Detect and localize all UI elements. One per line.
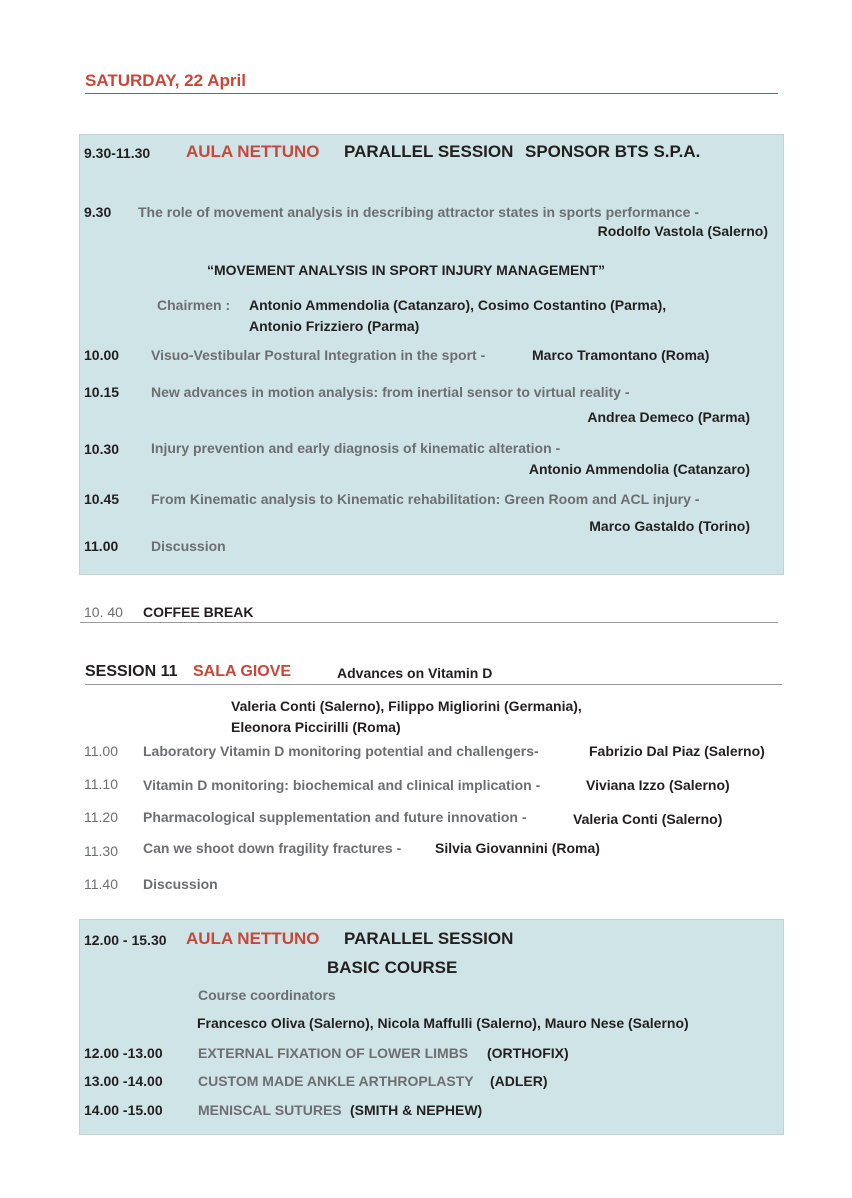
- talk-title: From Kinematic analysis to Kinematic rehabilitation: Green Room and ACL injury -: [151, 491, 700, 507]
- course-item-sponsor: (SMITH & NEPHEW): [350, 1102, 483, 1118]
- talk-title: The role of movement analysis in describing attractor states in sports performance -: [138, 204, 699, 220]
- course-item-time: 14.00 -15.00: [84, 1102, 163, 1118]
- chairs-line: Valeria Conti (Salerno), Filippo Migliorini (Germania),: [231, 698, 582, 714]
- talk-title: New advances in motion analysis: from inertial sensor to virtual reality -: [151, 384, 630, 400]
- talk-time: 11.30: [84, 843, 118, 859]
- session-room: SALA GIOVE: [193, 663, 292, 680]
- course-item-sponsor: (ADLER): [490, 1073, 548, 1089]
- talk-speaker: Marco Gastaldo (Torino): [589, 518, 750, 534]
- session-rule: [85, 684, 782, 685]
- session-type: PARALLEL SESSION: [344, 142, 514, 161]
- talk-title: Can we shoot down fragility fractures -: [143, 840, 402, 856]
- header-rule: [85, 93, 778, 94]
- talk-title: Pharmacological supplementation and future innovation -: [143, 809, 527, 825]
- course-item-title: EXTERNAL FIXATION OF LOWER LIMBS: [198, 1045, 469, 1061]
- chairmen-line: Antonio Frizziero (Parma): [249, 318, 420, 334]
- talk-speaker: Silvia Giovannini (Roma): [435, 840, 600, 856]
- chairs-line: Eleonora Piccirilli (Roma): [231, 719, 401, 735]
- course-title: BASIC COURSE: [327, 958, 458, 977]
- talk-time: 10.15: [84, 384, 120, 400]
- talk-time: 11.00: [84, 743, 118, 759]
- talk-title: Discussion: [151, 538, 226, 554]
- talk-title: Visuo-Vestibular Postural Integration in the sport -: [151, 347, 486, 363]
- course-item-sponsor: (ORTHOFIX): [487, 1045, 569, 1061]
- talk-time: 10.00: [84, 347, 120, 363]
- coffee-time: 10. 40: [84, 604, 123, 620]
- course-item-title: MENISCAL SUTURES: [198, 1102, 342, 1118]
- page-day-heading: SATURDAY, 22 April: [85, 71, 246, 90]
- session-room: AULA NETTUNO: [186, 142, 320, 161]
- talk-speaker: Viviana Izzo (Salerno): [586, 777, 730, 793]
- coffee-label: COFFEE BREAK: [143, 604, 254, 620]
- talk-title: Laboratory Vitamin D monitoring potential and challengers-: [143, 743, 539, 759]
- talk-speaker: Marco Tramontano (Roma): [532, 347, 710, 363]
- chairmen-label: Chairmen :: [157, 297, 231, 313]
- talk-time: 10.30: [84, 441, 120, 457]
- course-item-title: CUSTOM MADE ANKLE ARTHROPLASTY: [198, 1073, 474, 1089]
- talk-speaker: Fabrizio Dal Piaz (Salerno): [589, 743, 765, 759]
- chairmen-line: Antonio Ammendolia (Catanzaro), Cosimo Costantino (Parma),: [249, 297, 667, 313]
- coordinators-label: Course coordinators: [198, 987, 336, 1003]
- talk-time: 11.10: [84, 776, 118, 792]
- talk-title: Discussion: [143, 876, 218, 892]
- session-room: AULA NETTUNO: [186, 929, 320, 948]
- talk-speaker: Andrea Demeco (Parma): [587, 409, 750, 425]
- session-sponsor: SPONSOR BTS S.P.A.: [525, 142, 701, 161]
- course-item-time: 12.00 -13.00: [84, 1045, 163, 1061]
- talk-title: Vitamin D monitoring: biochemical and clinical implication -: [143, 777, 541, 793]
- talk-time: 10.45: [84, 491, 120, 507]
- talk-speaker: Valeria Conti (Salerno): [573, 811, 723, 827]
- symposium-heading: “MOVEMENT ANALYSIS IN SPORT INJURY MANAGEMENT”: [207, 262, 606, 278]
- session-topic: Advances on Vitamin D: [337, 665, 493, 681]
- session-time: 12.00 - 15.30: [84, 932, 167, 948]
- talk-time: 11.40: [84, 876, 118, 892]
- talk-speaker: Rodolfo Vastola (Salerno): [597, 223, 768, 239]
- talk-time: 11.20: [84, 809, 118, 825]
- talk-time: 9.30: [84, 204, 112, 220]
- session-time: 9.30-11.30: [84, 145, 151, 161]
- coordinators: Francesco Oliva (Salerno), Nicola Maffulli (Salerno), Mauro Nese (Salerno): [197, 1015, 689, 1031]
- coffee-rule: [80, 622, 778, 623]
- talk-time: 11.00: [84, 538, 119, 554]
- talk-speaker: Antonio Ammendolia (Catanzaro): [528, 461, 750, 477]
- talk-title: Injury prevention and early diagnosis of kinematic alteration -: [151, 440, 561, 456]
- course-item-time: 13.00 -14.00: [84, 1073, 163, 1089]
- session-label: SESSION 11: [85, 663, 178, 680]
- session-type: PARALLEL SESSION: [344, 929, 514, 948]
